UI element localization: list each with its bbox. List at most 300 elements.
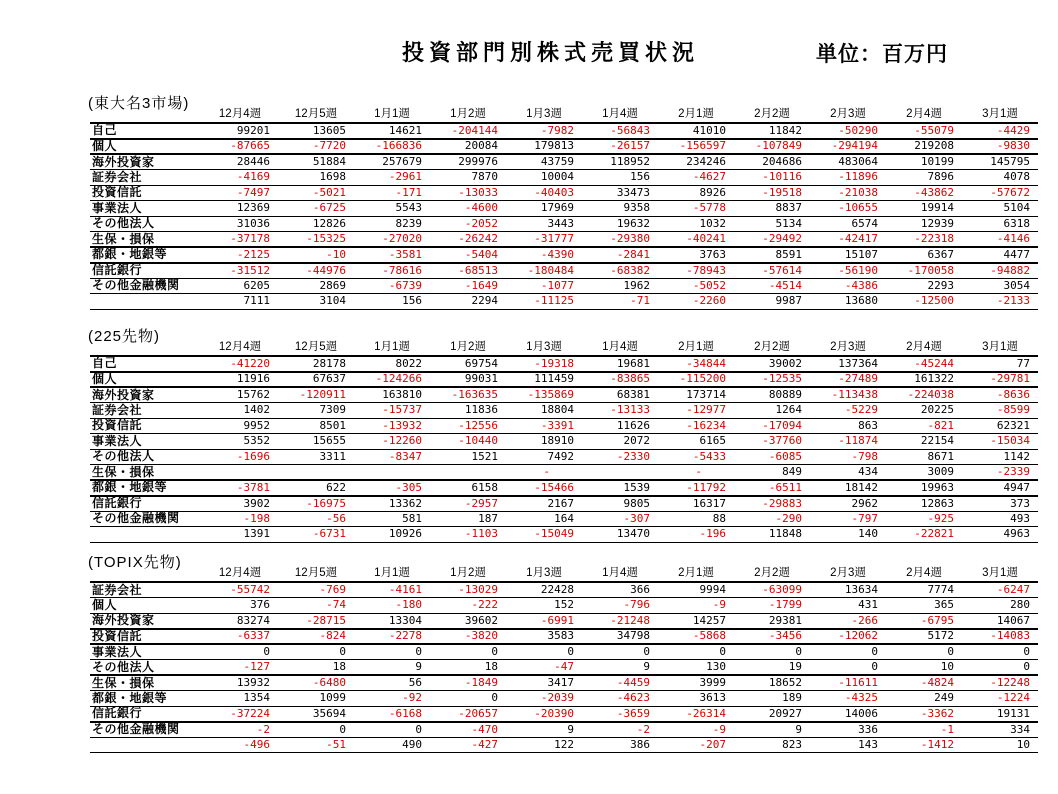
table-cell: 187 <box>430 511 506 527</box>
column-header: 2月2週 <box>734 564 810 582</box>
table-cell: 9805 <box>582 496 658 512</box>
table-cell: -3820 <box>430 629 506 645</box>
table-row <box>90 185 1038 201</box>
table-cell: -180 <box>354 598 430 614</box>
table-row <box>90 418 1038 434</box>
table-cell: -6085 <box>734 449 810 465</box>
table-cell: 28446 <box>202 154 278 170</box>
table-cell: -2961 <box>354 170 430 186</box>
table-cell: 12863 <box>886 496 962 512</box>
table-cell: 11626 <box>582 418 658 434</box>
table-cell: -796 <box>582 598 658 614</box>
column-header: 1月1週 <box>354 105 430 123</box>
row-label: その他金融機関 <box>90 722 202 738</box>
table-cell: -22821 <box>886 527 962 543</box>
table-cell: 2869 <box>278 278 354 294</box>
row-label: その他法人 <box>90 216 202 232</box>
table-cell: 8501 <box>278 418 354 434</box>
table-cell: -113438 <box>810 387 886 403</box>
column-header: 1月3週 <box>506 105 582 123</box>
table-cell: 41010 <box>658 123 734 139</box>
page-title: 投資部門別株式売買状況 <box>402 40 700 65</box>
table-cell: -2260 <box>658 294 734 310</box>
row-label: 自己 <box>90 123 202 139</box>
table-cell: -1077 <box>506 278 582 294</box>
table-cell: 0 <box>430 644 506 660</box>
table-cell: 2962 <box>810 496 886 512</box>
table-cell: 6205 <box>202 278 278 294</box>
table-cell: -29492 <box>734 232 810 248</box>
section-label: (東大名3市場) <box>88 95 190 112</box>
table-cell: -3391 <box>506 418 582 434</box>
table-cell: -41220 <box>202 356 278 372</box>
table-cell: 4947 <box>962 480 1038 496</box>
table-cell: -8636 <box>962 387 1038 403</box>
column-header: 2月1週 <box>658 564 734 582</box>
row-label: 証券会社 <box>90 170 202 186</box>
table-cell: 3104 <box>278 294 354 310</box>
table-cell: -92 <box>354 691 430 707</box>
table-cell: -17094 <box>734 418 810 434</box>
table-cell: -2278 <box>354 629 430 645</box>
table-cell: 88 <box>658 511 734 527</box>
table-cell: 19681 <box>582 356 658 372</box>
table-cell: -29883 <box>734 496 810 512</box>
table-cell: 8239 <box>354 216 430 232</box>
table-cell: 9987 <box>734 294 810 310</box>
column-header: 2月3週 <box>810 105 886 123</box>
table-cell <box>202 465 278 481</box>
row-label: 生保・損保 <box>90 232 202 248</box>
table-cell: 111459 <box>506 372 582 388</box>
table-cell: 189 <box>734 691 810 707</box>
header-row <box>90 564 1038 582</box>
column-header: 2月2週 <box>734 105 810 123</box>
table-cell: 137364 <box>810 356 886 372</box>
table-cell: -2039 <box>506 691 582 707</box>
table-cell: -4161 <box>354 582 430 598</box>
table-cell: 7774 <box>886 582 962 598</box>
table-cell: 13932 <box>202 675 278 691</box>
unit-label: 単位：百万円 <box>816 43 948 66</box>
table-cell: 1032 <box>658 216 734 232</box>
column-header: 2月4週 <box>886 338 962 356</box>
table-cell: 1264 <box>734 403 810 419</box>
table-cell: 39602 <box>430 613 506 629</box>
table-cell: 6158 <box>430 480 506 496</box>
table-cell: -13029 <box>430 582 506 598</box>
table-cell: 11848 <box>734 527 810 543</box>
row-label <box>90 294 202 310</box>
column-header: 12月5週 <box>278 338 354 356</box>
table-cell: 161322 <box>886 372 962 388</box>
table-cell: -3362 <box>886 706 962 722</box>
table-cell: -5021 <box>278 185 354 201</box>
table-cell: -5433 <box>658 449 734 465</box>
row-label: 都銀・地銀等 <box>90 480 202 496</box>
table-cell: -9 <box>658 722 734 738</box>
table-cell: 35694 <box>278 706 354 722</box>
table-cell: 15655 <box>278 434 354 450</box>
row-label: 信託銀行 <box>90 263 202 279</box>
table-row <box>90 629 1038 645</box>
table-cell: -12556 <box>430 418 506 434</box>
table-cell: 19632 <box>582 216 658 232</box>
table-cell: -56190 <box>810 263 886 279</box>
table-cell: 145795 <box>962 154 1038 170</box>
table-row <box>90 496 1038 512</box>
table-cell: -47 <box>506 660 582 676</box>
table-row <box>90 706 1038 722</box>
table-cell: 18804 <box>506 403 582 419</box>
table-cell: 1402 <box>202 403 278 419</box>
column-header: 2月1週 <box>658 338 734 356</box>
row-label: 信託銀行 <box>90 706 202 722</box>
table-cell: -5229 <box>810 403 886 419</box>
table-cell: -3659 <box>582 706 658 722</box>
table-cell: 28178 <box>278 356 354 372</box>
row-label: 生保・損保 <box>90 465 202 481</box>
column-header: 3月1週 <box>962 564 1038 582</box>
table-cell: 257679 <box>354 154 430 170</box>
table-cell: -1412 <box>886 737 962 753</box>
column-header: 3月1週 <box>962 338 1038 356</box>
table-cell: 431 <box>810 598 886 614</box>
table-cell: 10004 <box>506 170 582 186</box>
table-cell: 1698 <box>278 170 354 186</box>
row-label: 証券会社 <box>90 582 202 598</box>
table-cell: 19 <box>734 660 810 676</box>
table-cell: -19318 <box>506 356 582 372</box>
table-cell: 9 <box>354 660 430 676</box>
row-label: 事業法人 <box>90 434 202 450</box>
table-cell: 373 <box>962 496 1038 512</box>
table-cell: -1103 <box>430 527 506 543</box>
table-cell: 3417 <box>506 675 582 691</box>
table-cell: 7309 <box>278 403 354 419</box>
table-cell: 18910 <box>506 434 582 450</box>
table-cell: 5172 <box>886 629 962 645</box>
table-cell: 7492 <box>506 449 582 465</box>
table-cell: 1962 <box>582 278 658 294</box>
table-cell: -26314 <box>658 706 734 722</box>
column-header: 1月4週 <box>582 105 658 123</box>
table-cell: -4325 <box>810 691 886 707</box>
table-cell: -13033 <box>430 185 506 201</box>
table-cell: -6247 <box>962 582 1038 598</box>
table-cell: 1539 <box>582 480 658 496</box>
table-cell: 140 <box>810 527 886 543</box>
table-cell: 67637 <box>278 372 354 388</box>
table-cell: -11125 <box>506 294 582 310</box>
table-cell: -40241 <box>658 232 734 248</box>
table-cell: -21248 <box>582 613 658 629</box>
table-cell: 12826 <box>278 216 354 232</box>
table-cell: -11896 <box>810 170 886 186</box>
table-cell: -127 <box>202 660 278 676</box>
table-cell: -266 <box>810 613 886 629</box>
table-cell: 12369 <box>202 201 278 217</box>
table-cell: 77 <box>962 356 1038 372</box>
table-cell: 15107 <box>810 247 886 263</box>
table-cell: 10199 <box>886 154 962 170</box>
table-cell: 1142 <box>962 449 1038 465</box>
table-cell: 163810 <box>354 387 430 403</box>
table-cell: -15034 <box>962 434 1038 450</box>
table-cell: -71 <box>582 294 658 310</box>
row-label-header <box>90 564 202 582</box>
table-cell: -68382 <box>582 263 658 279</box>
table-cell: -94882 <box>962 263 1038 279</box>
table-cell: 15762 <box>202 387 278 403</box>
table-cell: -4514 <box>734 278 810 294</box>
table-cell: -16975 <box>278 496 354 512</box>
table-cell: 2167 <box>506 496 582 512</box>
table-cell: 20084 <box>430 139 506 155</box>
table-cell: -12535 <box>734 372 810 388</box>
column-header: 1月2週 <box>430 564 506 582</box>
table-cell: -22318 <box>886 232 962 248</box>
table-cell: 34798 <box>582 629 658 645</box>
table-cell: 0 <box>354 644 430 660</box>
table-cell: 490 <box>354 737 430 753</box>
table-cell: 13680 <box>810 294 886 310</box>
table-cell: -5778 <box>658 201 734 217</box>
table-cell: -797 <box>810 511 886 527</box>
table-cell: 0 <box>506 644 582 660</box>
table-cell: 0 <box>278 722 354 738</box>
table-cell: 219208 <box>886 139 962 155</box>
table-cell: 9 <box>734 722 810 738</box>
table-cell: -15049 <box>506 527 582 543</box>
table-cell: -207 <box>658 737 734 753</box>
table-cell: -1649 <box>430 278 506 294</box>
table-cell: -40403 <box>506 185 582 201</box>
table-cell: 336 <box>810 722 886 738</box>
table-cell: -5868 <box>658 629 734 645</box>
table-cell: -20390 <box>506 706 582 722</box>
row-label: その他法人 <box>90 660 202 676</box>
column-header: 2月3週 <box>810 338 886 356</box>
table-cell: -6511 <box>734 480 810 496</box>
row-label: 信託銀行 <box>90 496 202 512</box>
row-label: 事業法人 <box>90 644 202 660</box>
table-cell: 5134 <box>734 216 810 232</box>
table-cell: 99201 <box>202 123 278 139</box>
table-cell: 8591 <box>734 247 810 263</box>
table-cell: 2294 <box>430 294 506 310</box>
row-label: 都銀・地銀等 <box>90 247 202 263</box>
table-cell: 6367 <box>886 247 962 263</box>
table-cell: 863 <box>810 418 886 434</box>
table-cell: 56 <box>354 675 430 691</box>
table-cell: 3009 <box>886 465 962 481</box>
table-cell: 68381 <box>582 387 658 403</box>
table-cell: -2841 <box>582 247 658 263</box>
table-cell: -56843 <box>582 123 658 139</box>
table-row <box>90 691 1038 707</box>
table-cell: 4078 <box>962 170 1038 186</box>
table-row <box>90 675 1038 691</box>
table-cell: 280 <box>962 598 1038 614</box>
table-cell: -798 <box>810 449 886 465</box>
table-cell: -44976 <box>278 263 354 279</box>
section-label: (TOPIX先物) <box>88 554 182 571</box>
table-cell: 156 <box>354 294 430 310</box>
table-cell: 7870 <box>430 170 506 186</box>
table-cell: -294194 <box>810 139 886 155</box>
table-cell: -196 <box>658 527 734 543</box>
table-cell: 3583 <box>506 629 582 645</box>
table-cell: -27020 <box>354 232 430 248</box>
row-label-header <box>90 105 202 123</box>
table-cell: -7497 <box>202 185 278 201</box>
section-label: (225先物) <box>88 328 161 345</box>
table-cell: -1799 <box>734 598 810 614</box>
table-cell: -204144 <box>430 123 506 139</box>
table-cell: 18 <box>278 660 354 676</box>
table-cell: 386 <box>582 737 658 753</box>
table-cell: -15737 <box>354 403 430 419</box>
table-cell: -55742 <box>202 582 278 598</box>
table-cell: 18142 <box>810 480 886 496</box>
table-row <box>90 449 1038 465</box>
table-cell: 80889 <box>734 387 810 403</box>
table-cell: 0 <box>810 644 886 660</box>
table-cell: 234246 <box>658 154 734 170</box>
table-cell: -2052 <box>430 216 506 232</box>
table-row <box>90 582 1038 598</box>
table-cell: -222 <box>430 598 506 614</box>
table-cell: 1391 <box>202 527 278 543</box>
table-cell <box>582 465 658 481</box>
table-cell: -2957 <box>430 496 506 512</box>
table-cell: -11874 <box>810 434 886 450</box>
table-row <box>90 263 1038 279</box>
table-cell: 3613 <box>658 691 734 707</box>
table-cell: -83865 <box>582 372 658 388</box>
table-cell: -29380 <box>582 232 658 248</box>
column-header: 1月4週 <box>582 338 658 356</box>
column-header: 12月5週 <box>278 564 354 582</box>
table-cell <box>354 465 430 481</box>
table-cell: 4963 <box>962 527 1038 543</box>
table-cell: -1849 <box>430 675 506 691</box>
table-cell: -9830 <box>962 139 1038 155</box>
table-row <box>90 170 1038 186</box>
table-cell: -7982 <box>506 123 582 139</box>
table-row <box>90 232 1038 248</box>
column-header: 3月1週 <box>962 105 1038 123</box>
table-cell: -166836 <box>354 139 430 155</box>
table-cell: 0 <box>354 722 430 738</box>
table-cell: 0 <box>202 644 278 660</box>
table-cell: -170058 <box>886 263 962 279</box>
table-cell: -27489 <box>810 372 886 388</box>
table-cell: 5104 <box>962 201 1038 217</box>
table-cell: 20927 <box>734 706 810 722</box>
table-row <box>90 372 1038 388</box>
table-cell: -12062 <box>810 629 886 645</box>
table-cell: 3763 <box>658 247 734 263</box>
table-cell: -6337 <box>202 629 278 645</box>
row-label: 投資信託 <box>90 185 202 201</box>
table-cell: -5404 <box>430 247 506 263</box>
column-header: 12月5週 <box>278 105 354 123</box>
row-label: 事業法人 <box>90 201 202 217</box>
table-cell: -496 <box>202 737 278 753</box>
table-cell: -2330 <box>582 449 658 465</box>
data-table <box>90 105 1038 310</box>
table-cell: 4477 <box>962 247 1038 263</box>
table-cell: 69754 <box>430 356 506 372</box>
table-cell: -26242 <box>430 232 506 248</box>
table-cell: 483064 <box>810 154 886 170</box>
table-cell: 299976 <box>430 154 506 170</box>
row-label: 投資信託 <box>90 629 202 645</box>
totals-row <box>90 737 1038 753</box>
table-cell: 10 <box>962 737 1038 753</box>
table-cell: -3781 <box>202 480 278 496</box>
table-cell: 6574 <box>810 216 886 232</box>
table-cell <box>278 465 354 481</box>
table-cell: -20657 <box>430 706 506 722</box>
table-cell: 13634 <box>810 582 886 598</box>
table-cell: 39002 <box>734 356 810 372</box>
table-row <box>90 434 1038 450</box>
table-cell: 164 <box>506 511 582 527</box>
table-cell: -26157 <box>582 139 658 155</box>
table-cell: 0 <box>734 644 810 660</box>
table-cell: 62321 <box>962 418 1038 434</box>
table-cell: 179813 <box>506 139 582 155</box>
table-cell: 18 <box>430 660 506 676</box>
table-cell: 9 <box>506 722 582 738</box>
table-cell: -115200 <box>658 372 734 388</box>
table-cell: -12977 <box>658 403 734 419</box>
table-cell: 10926 <box>354 527 430 543</box>
table-cell: 0 <box>658 644 734 660</box>
table-row <box>90 216 1038 232</box>
table-cell: -1224 <box>962 691 1038 707</box>
table-cell: -163635 <box>430 387 506 403</box>
table-cell: -470 <box>430 722 506 738</box>
table-cell: 849 <box>734 465 810 481</box>
table-cell: -2133 <box>962 294 1038 310</box>
table-cell: -14083 <box>962 629 1038 645</box>
row-label: 海外投資家 <box>90 154 202 170</box>
table-cell: 3311 <box>278 449 354 465</box>
header-row <box>90 338 1038 356</box>
row-label: 海外投資家 <box>90 613 202 629</box>
table-cell: -6725 <box>278 201 354 217</box>
table-row <box>90 356 1038 372</box>
table-cell: 8022 <box>354 356 430 372</box>
table-cell: -45244 <box>886 356 962 372</box>
table-cell: -4824 <box>886 675 962 691</box>
column-header: 12月4週 <box>202 338 278 356</box>
table-cell: -8599 <box>962 403 1038 419</box>
table-cell: -1 <box>886 722 962 738</box>
table-cell: -55079 <box>886 123 962 139</box>
table-row <box>90 387 1038 403</box>
row-label: 生保・損保 <box>90 675 202 691</box>
table-cell: -10116 <box>734 170 810 186</box>
table-cell: 130 <box>658 660 734 676</box>
table-cell: -34844 <box>658 356 734 372</box>
table-cell: -8347 <box>354 449 430 465</box>
table-cell: -156597 <box>658 139 734 155</box>
